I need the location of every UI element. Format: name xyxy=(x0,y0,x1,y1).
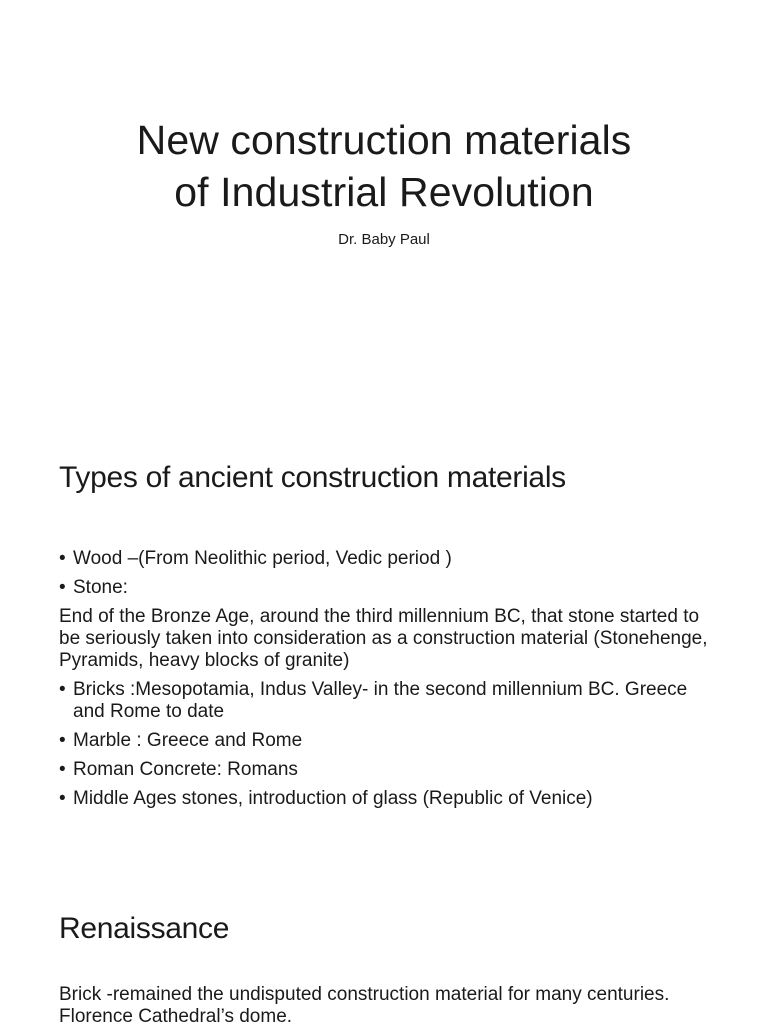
slide-title xyxy=(0,114,768,218)
list-item-text: Stone: xyxy=(73,577,128,598)
list-item-bricks xyxy=(59,679,719,723)
slide-title-line-2: of Industrial Revolution xyxy=(174,169,594,215)
list-item-text: Marble : Greece and Rome xyxy=(73,730,303,751)
list-item-roman-concrete xyxy=(59,759,719,781)
stone-paragraph: End of the Bronze Age, around the third millennium BC, that stone started to be seriously taken into consideration as a construction material (Stonehenge, Pyramids, heavy blocks of granite) xyxy=(59,606,708,671)
list-item-stone xyxy=(59,577,719,599)
ancient-materials-list xyxy=(59,548,719,817)
list-item-text: Middle Ages stones, introduction of glass (Republic of Venice) xyxy=(73,788,593,809)
author-name: Dr. Baby Paul xyxy=(338,231,430,248)
list-item-text: Roman Concrete: Romans xyxy=(73,759,298,780)
bullet-icon: • xyxy=(59,788,66,809)
renaissance-heading: Renaissance xyxy=(59,912,230,945)
list-item-wood xyxy=(59,548,719,570)
slide-title-line-1: New construction materials xyxy=(136,117,632,163)
ancient-materials-heading: Types of ancient construction materials xyxy=(59,461,566,494)
bullet-icon: • xyxy=(59,759,66,780)
renaissance-paragraph: Brick -remained the undisputed construction material for many centuries. Florence Cathedral’s dome. xyxy=(59,984,670,1027)
list-item-text: Bricks :Mesopotamia, Indus Valley- in the second millennium BC. Greece and Rome to date xyxy=(73,679,688,722)
bullet-icon: • xyxy=(59,730,66,751)
bullet-icon: • xyxy=(59,548,66,569)
bullet-icon: • xyxy=(59,679,66,700)
list-item-middle-ages xyxy=(59,788,719,810)
list-item-text: Wood –(From Neolithic period, Vedic period ) xyxy=(73,548,452,569)
bullet-icon: • xyxy=(59,577,66,598)
list-item-marble xyxy=(59,730,719,752)
